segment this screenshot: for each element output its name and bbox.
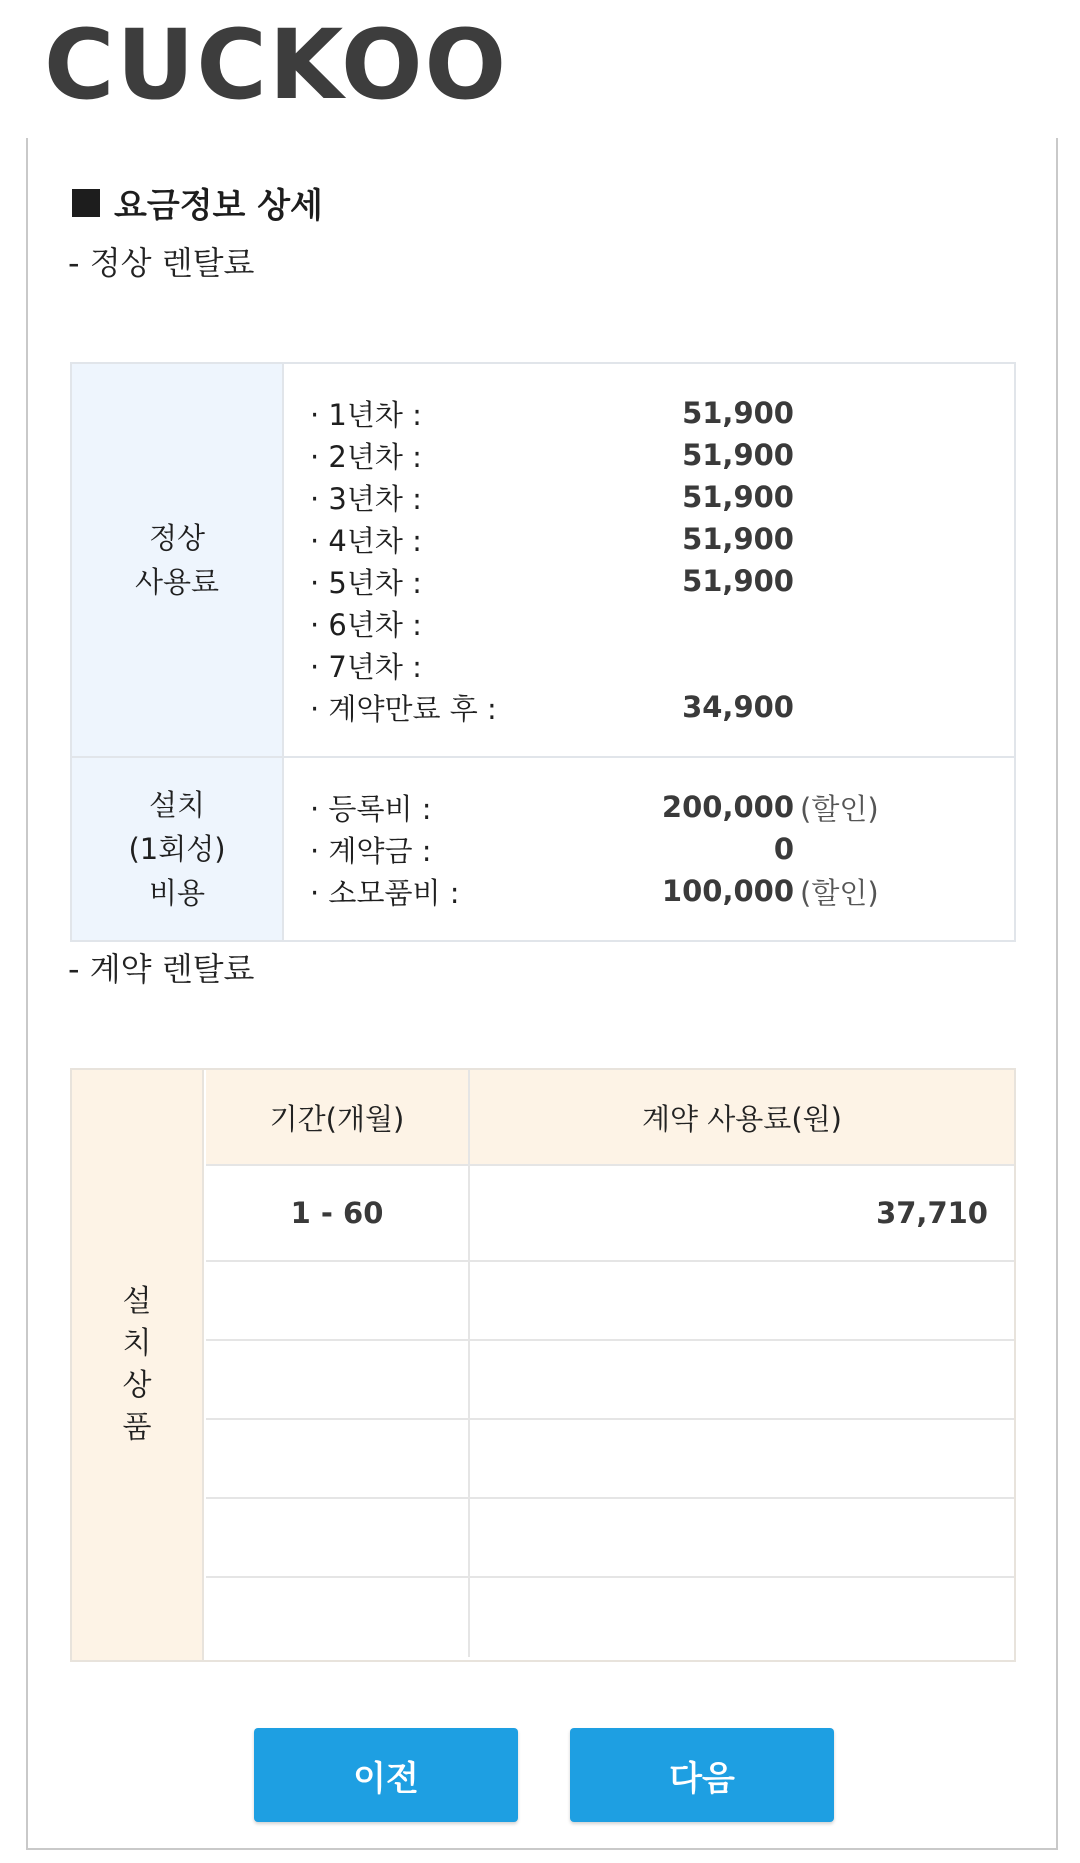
usage-header-line1: 정상 bbox=[148, 521, 205, 555]
usage-header-line2: 사용료 bbox=[134, 565, 220, 599]
usage-year-1: · 1년차 : 51,900 bbox=[310, 396, 794, 432]
side-label-char: 설 bbox=[122, 1284, 152, 1319]
app-header bbox=[0, 0, 1080, 140]
table-row-empty bbox=[206, 1420, 1014, 1499]
consumables-fee: · 소모품비 : 100,000 (할인) bbox=[310, 874, 879, 910]
usage-year-4: · 4년차 : 51,900 bbox=[310, 522, 794, 558]
normal-rental-table bbox=[70, 362, 1016, 942]
usage-fee-list bbox=[284, 364, 1014, 756]
fee-cell: 37,710 bbox=[876, 1196, 988, 1230]
usage-year-3: · 3년차 : 51,900 bbox=[310, 480, 794, 516]
side-label-char: 치 bbox=[122, 1326, 152, 1361]
install-fee-list bbox=[284, 758, 1014, 940]
table-row-empty bbox=[206, 1262, 1014, 1341]
install-product-label bbox=[72, 1070, 204, 1660]
table-row bbox=[206, 1166, 1014, 1262]
install-fee-row bbox=[72, 758, 1014, 940]
section-title-text: 요금정보 상세 bbox=[114, 186, 323, 226]
contract-rental-table bbox=[70, 1068, 1016, 1662]
table-header-row bbox=[206, 1070, 1014, 1166]
contract-rental-subtitle: - 계약 렌탈료 bbox=[68, 950, 255, 988]
cuckoo-logo: CUCKOO bbox=[44, 9, 509, 121]
square-bullet-icon bbox=[72, 189, 100, 217]
normal-rental-subtitle: - 정상 렌탈료 bbox=[68, 244, 255, 282]
contract-grid bbox=[206, 1070, 1014, 1657]
table-row-empty bbox=[206, 1341, 1014, 1420]
install-header-line3: 비용 bbox=[148, 876, 205, 910]
registration-fee: · 등록비 : 200,000 (할인) bbox=[310, 790, 879, 826]
section-title bbox=[72, 178, 323, 227]
prev-button[interactable]: 이전 bbox=[254, 1728, 518, 1822]
usage-year-2: · 2년차 : 51,900 bbox=[310, 438, 794, 474]
side-label-char: 상 bbox=[122, 1368, 152, 1403]
table-row-empty bbox=[206, 1578, 1014, 1657]
install-header-line2: (1회성) bbox=[128, 832, 226, 866]
usage-after-contract: · 계약만료 후 : 34,900 bbox=[310, 690, 794, 726]
col-fee-header: 계약 사용료(원) bbox=[642, 1101, 842, 1136]
usage-year-5: · 5년차 : 51,900 bbox=[310, 564, 794, 600]
fee-info-card bbox=[26, 138, 1058, 1850]
install-header-line1: 설치 bbox=[148, 788, 205, 822]
side-label-char: 품 bbox=[122, 1410, 152, 1445]
next-button[interactable]: 다음 bbox=[570, 1728, 834, 1822]
table-row-empty bbox=[206, 1499, 1014, 1578]
deposit-fee: · 계약금 : 0 bbox=[310, 832, 794, 868]
usage-fee-header bbox=[72, 364, 284, 756]
install-fee-header bbox=[72, 758, 284, 940]
usage-year-6: · 6년차 : bbox=[310, 607, 422, 642]
period-cell: 1 - 60 bbox=[206, 1166, 470, 1260]
usage-fee-row bbox=[72, 364, 1014, 758]
usage-year-7: · 7년차 : bbox=[310, 649, 422, 684]
col-period-header: 기간(개월) bbox=[206, 1070, 470, 1164]
